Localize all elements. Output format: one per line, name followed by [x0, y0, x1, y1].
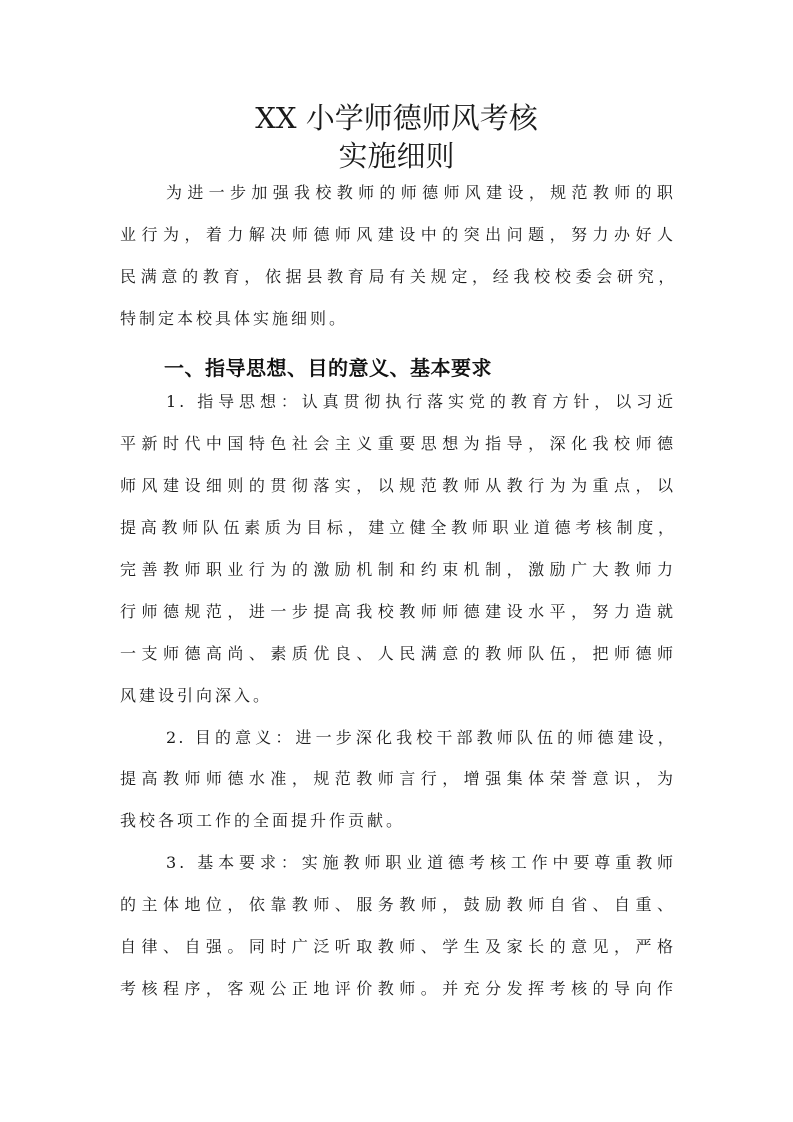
document-title-line1: XX 小学师德师风考核: [255, 101, 538, 135]
text-line: 2. 目的意义：进一步深化我校干部教师队伍的师德建设，: [166, 727, 676, 747]
text-line: 的主体地位，依靠教师、服务教师，鼓励教师自省、自重、: [120, 895, 676, 915]
text-line: 一支师德高尚、素质优良、人民满意的教师队伍，把师德师: [120, 643, 676, 663]
document-title-line2: 实施细则: [338, 139, 455, 173]
text-line: 考核程序，客观公正地评价教师。并充分发挥考核的导向作: [120, 978, 676, 998]
text-line: 自律、自强。同时广泛听取教师、学生及家长的意见，严格: [120, 937, 676, 957]
document-body: [120, 180, 676, 1018]
text-line: 我校各项工作的全面提升作贡献。: [120, 811, 406, 831]
section-heading: 一、指导思想、目的意义、基本要求: [164, 355, 492, 380]
text-line: 师风建设细则的贯彻落实，以规范教师从教行为为重点，以: [120, 476, 676, 496]
text-line: 提高教师队伍素质为目标，建立健全教师职业道德考核制度，: [120, 518, 676, 538]
text-line: 为进一步加强我校教师的师德师风建设，规范教师的职: [166, 183, 676, 202]
text-line: 平新时代中国特色社会主义重要思想为指导，深化我校师德: [120, 434, 676, 454]
text-line: 1. 指导思想：认真贯彻执行落实党的教育方针，以习近: [166, 392, 676, 412]
purpose-paragraph: [120, 725, 676, 851]
text-line: 3. 基本要求：实施教师职业道德考核工作中要尊重教师: [166, 853, 676, 873]
text-line: 行师德规范，进一步提高我校教师师德建设水平，努力造就: [120, 601, 676, 621]
guiding-ideology-paragraph: [120, 389, 676, 724]
text-line: 民满意的教育，依据县教育局有关规定，经我校校委会研究，: [120, 266, 676, 286]
intro-paragraph: [120, 180, 676, 348]
text-line: 特制定本校具体实施细则。: [120, 308, 349, 328]
basic-requirements-paragraph: [120, 850, 676, 1018]
text-line: 业行为，着力解决师德师风建设中的突出问题，努力办好人: [120, 224, 676, 244]
text-line: 完善教师职业行为的激励机制和约束机制，激励广大教师力: [120, 560, 676, 580]
text-line: 风建设引向深入。: [120, 685, 273, 705]
text-line: 提高教师师德水准，规范教师言行，增强集体荣誉意识，为: [120, 769, 676, 789]
